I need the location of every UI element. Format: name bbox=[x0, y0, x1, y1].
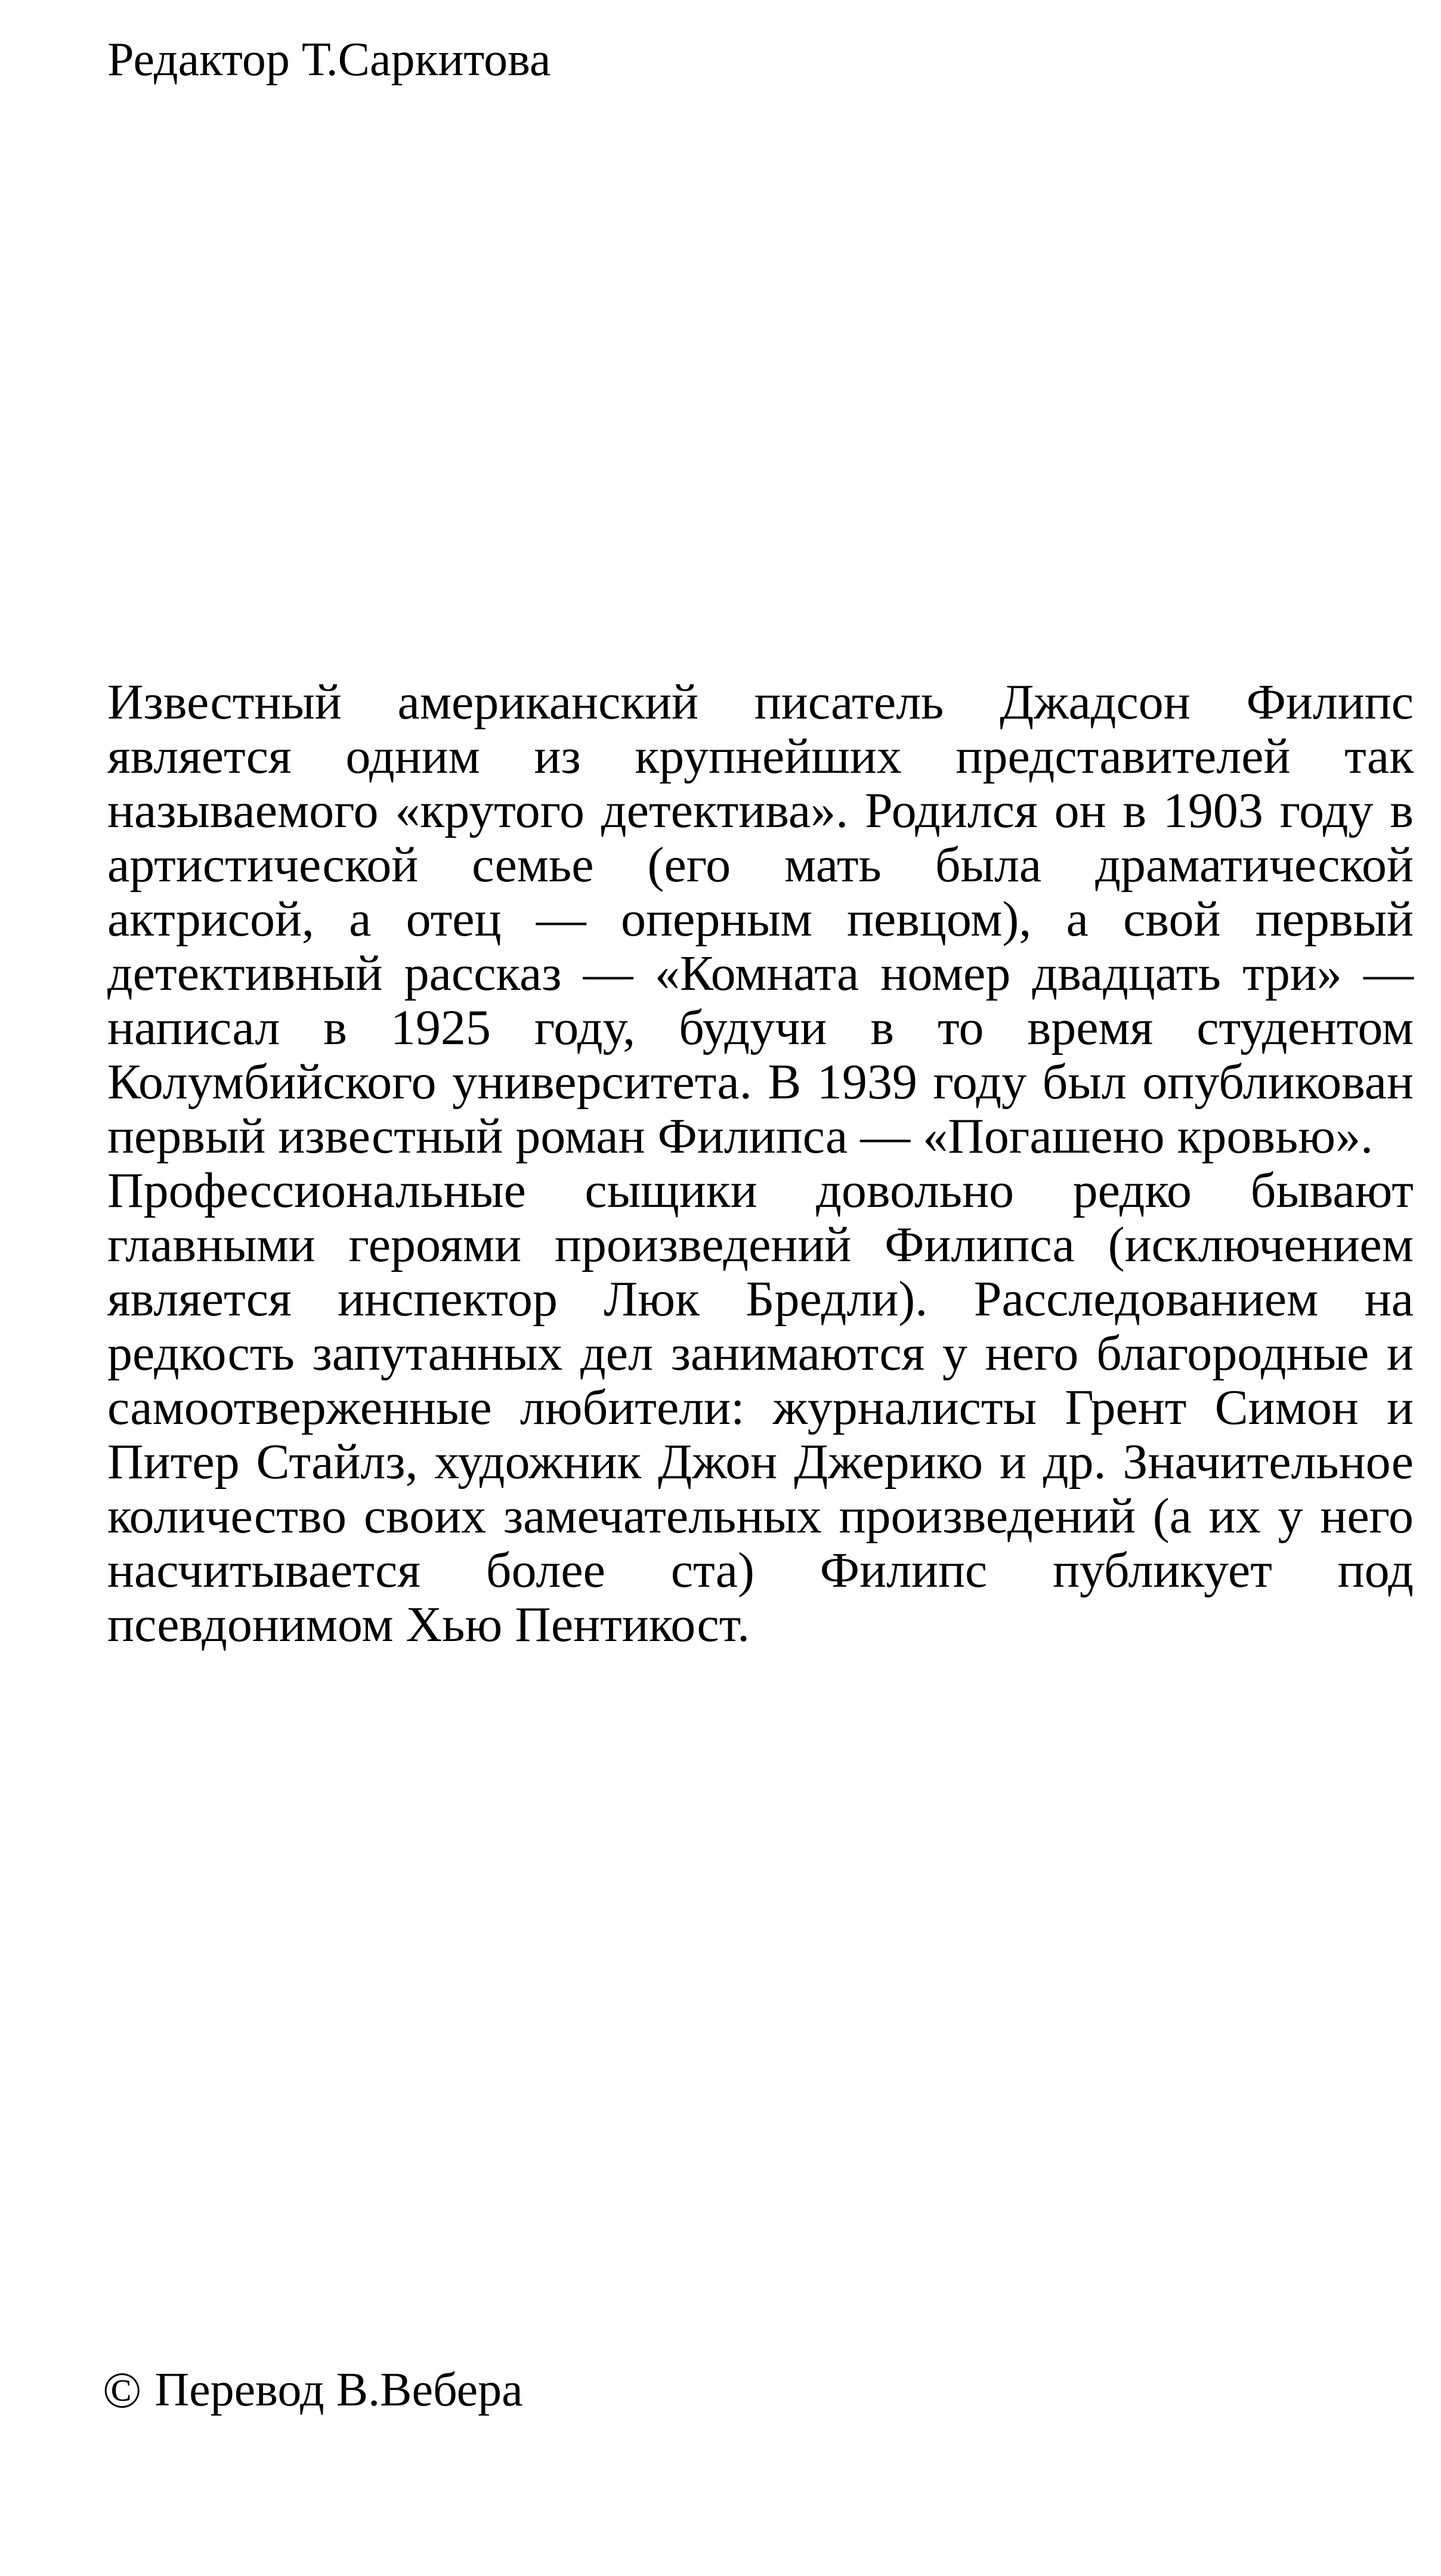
translation-label: Перевод В.Вебера bbox=[154, 2364, 523, 2416]
editor-credit: Редактор Т.Саркитова bbox=[107, 33, 551, 86]
translation-credit bbox=[103, 2361, 523, 2419]
paragraph-2: Профессиональные сыщики довольно редко бывают главными героями произведений Филипса (исключением является инспектор Люк Бредли). Расследованием на редкость запутанных дел занимаются у него благородные и самоотверженные любители: журналисты Грент Симон и Питер Стайлз, художник Джон Джерико и др. Значительное количество своих замечательных произведений (а их у него насчитывается более ста) Филипс публикует под псевдонимом Хью Пентикост. bbox=[107, 1163, 1414, 1652]
paragraph-1: Известный американский писатель Джадсон Филипс является одним из крупнейших представителей так называемого «крутого детектива». Родился он в 1903 году в артистической семье (его мать была драматической актрисой, а отец — оперным певцом), а свой первый детективный рассказ — «Комната номер двадцать три» — написал в 1925 году, будучи в то время студентом Колумбийского университета. В 1939 году был опубликован первый известный роман Филипса — «Погашено кровью». bbox=[107, 674, 1414, 1164]
copyright-icon: © bbox=[103, 2361, 142, 2419]
annotation-text bbox=[107, 675, 1414, 1652]
